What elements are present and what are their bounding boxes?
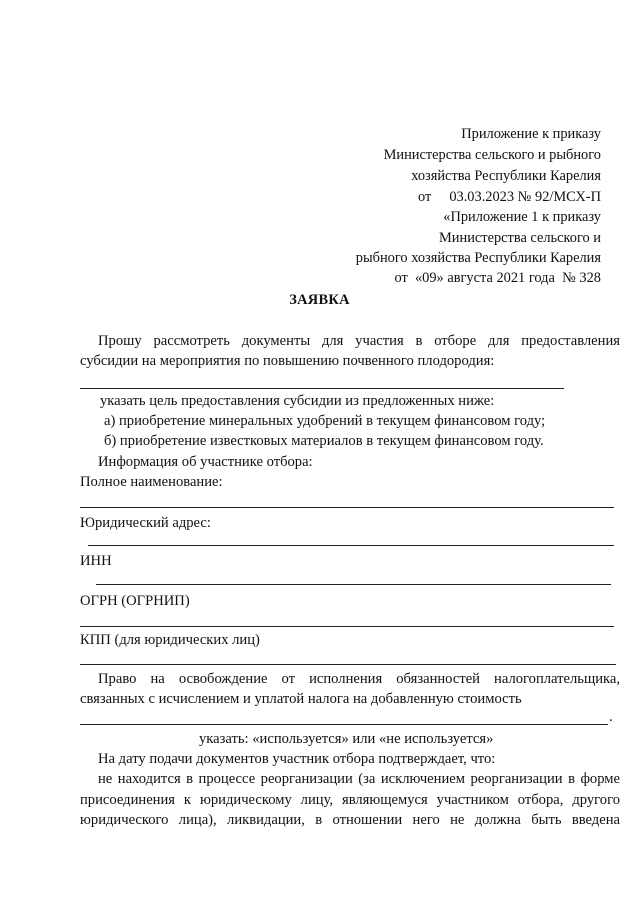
participant-info-heading: Информация об участнике отбора: [98,454,313,470]
header-line-8: от «09» августа 2021 года № 328 [394,270,601,286]
exemption-line-period: . [609,709,613,725]
purpose-input-line[interactable] [80,388,564,389]
ogrn-input-line[interactable] [80,626,614,627]
header-line-6: Министерства сельского и [439,230,601,246]
inn-label: ИНН [80,553,112,569]
page-title: ЗАЯВКА [289,292,350,308]
kpp-input-line[interactable] [80,664,616,665]
exemption-input-line[interactable] [80,724,608,725]
option-b: б) приобретение известковых материалов в текущем финансовом году. [104,433,544,449]
reorg-line-3: юридического лица), ликвидации, в отношении него не должна быть введена [80,812,620,828]
header-line-2: Министерства сельского и рыбного [383,147,601,163]
reorg-line-1: не находится в процессе реорганизации (за исключением реорганизации в форме [98,771,620,787]
legal-address-input-line[interactable] [88,545,614,546]
full-name-input-line[interactable] [80,507,614,508]
full-name-label: Полное наименование: [80,474,223,490]
header-line-3: хозяйства Республики Карелия [411,168,601,184]
request-line-1: Прошу рассмотреть документы для участия в отборе для предоставления [98,333,620,349]
header-line-5: «Приложение 1 к приказу [443,209,601,225]
kpp-label: КПП (для юридических лиц) [80,632,260,648]
legal-address-label: Юридический адрес: [80,515,211,531]
exemption-line-1: Право на освобождение от исполнения обязанностей налогоплательщика, [98,671,620,687]
confirm-line: На дату подачи документов участник отбора подтверждает, что: [98,751,496,767]
header-line-1: Приложение к приказу [461,126,601,142]
header-line-7: рыбного хозяйства Республики Карелия [355,250,601,266]
exemption-line-2: связанных с исчислением и уплатой налога на добавленную стоимость [80,691,522,707]
inn-input-line[interactable] [96,584,611,585]
header-line-4: от 03.03.2023 № 92/МСХ-П [418,189,601,205]
purpose-hint: указать цель предоставления субсидии из предложенных ниже: [100,393,495,409]
ogrn-label: ОГРН (ОГРНИП) [80,593,190,609]
usage-hint: указать: «используется» или «не используется» [199,731,494,747]
request-line-2: субсидии на мероприятия по повышению почвенного плодородия: [80,353,495,369]
reorg-line-2: присоединения к юридическому лицу, являющемуся участником отбора, другого [80,792,620,808]
option-a: а) приобретение минеральных удобрений в текущем финансовом году; [104,413,546,429]
